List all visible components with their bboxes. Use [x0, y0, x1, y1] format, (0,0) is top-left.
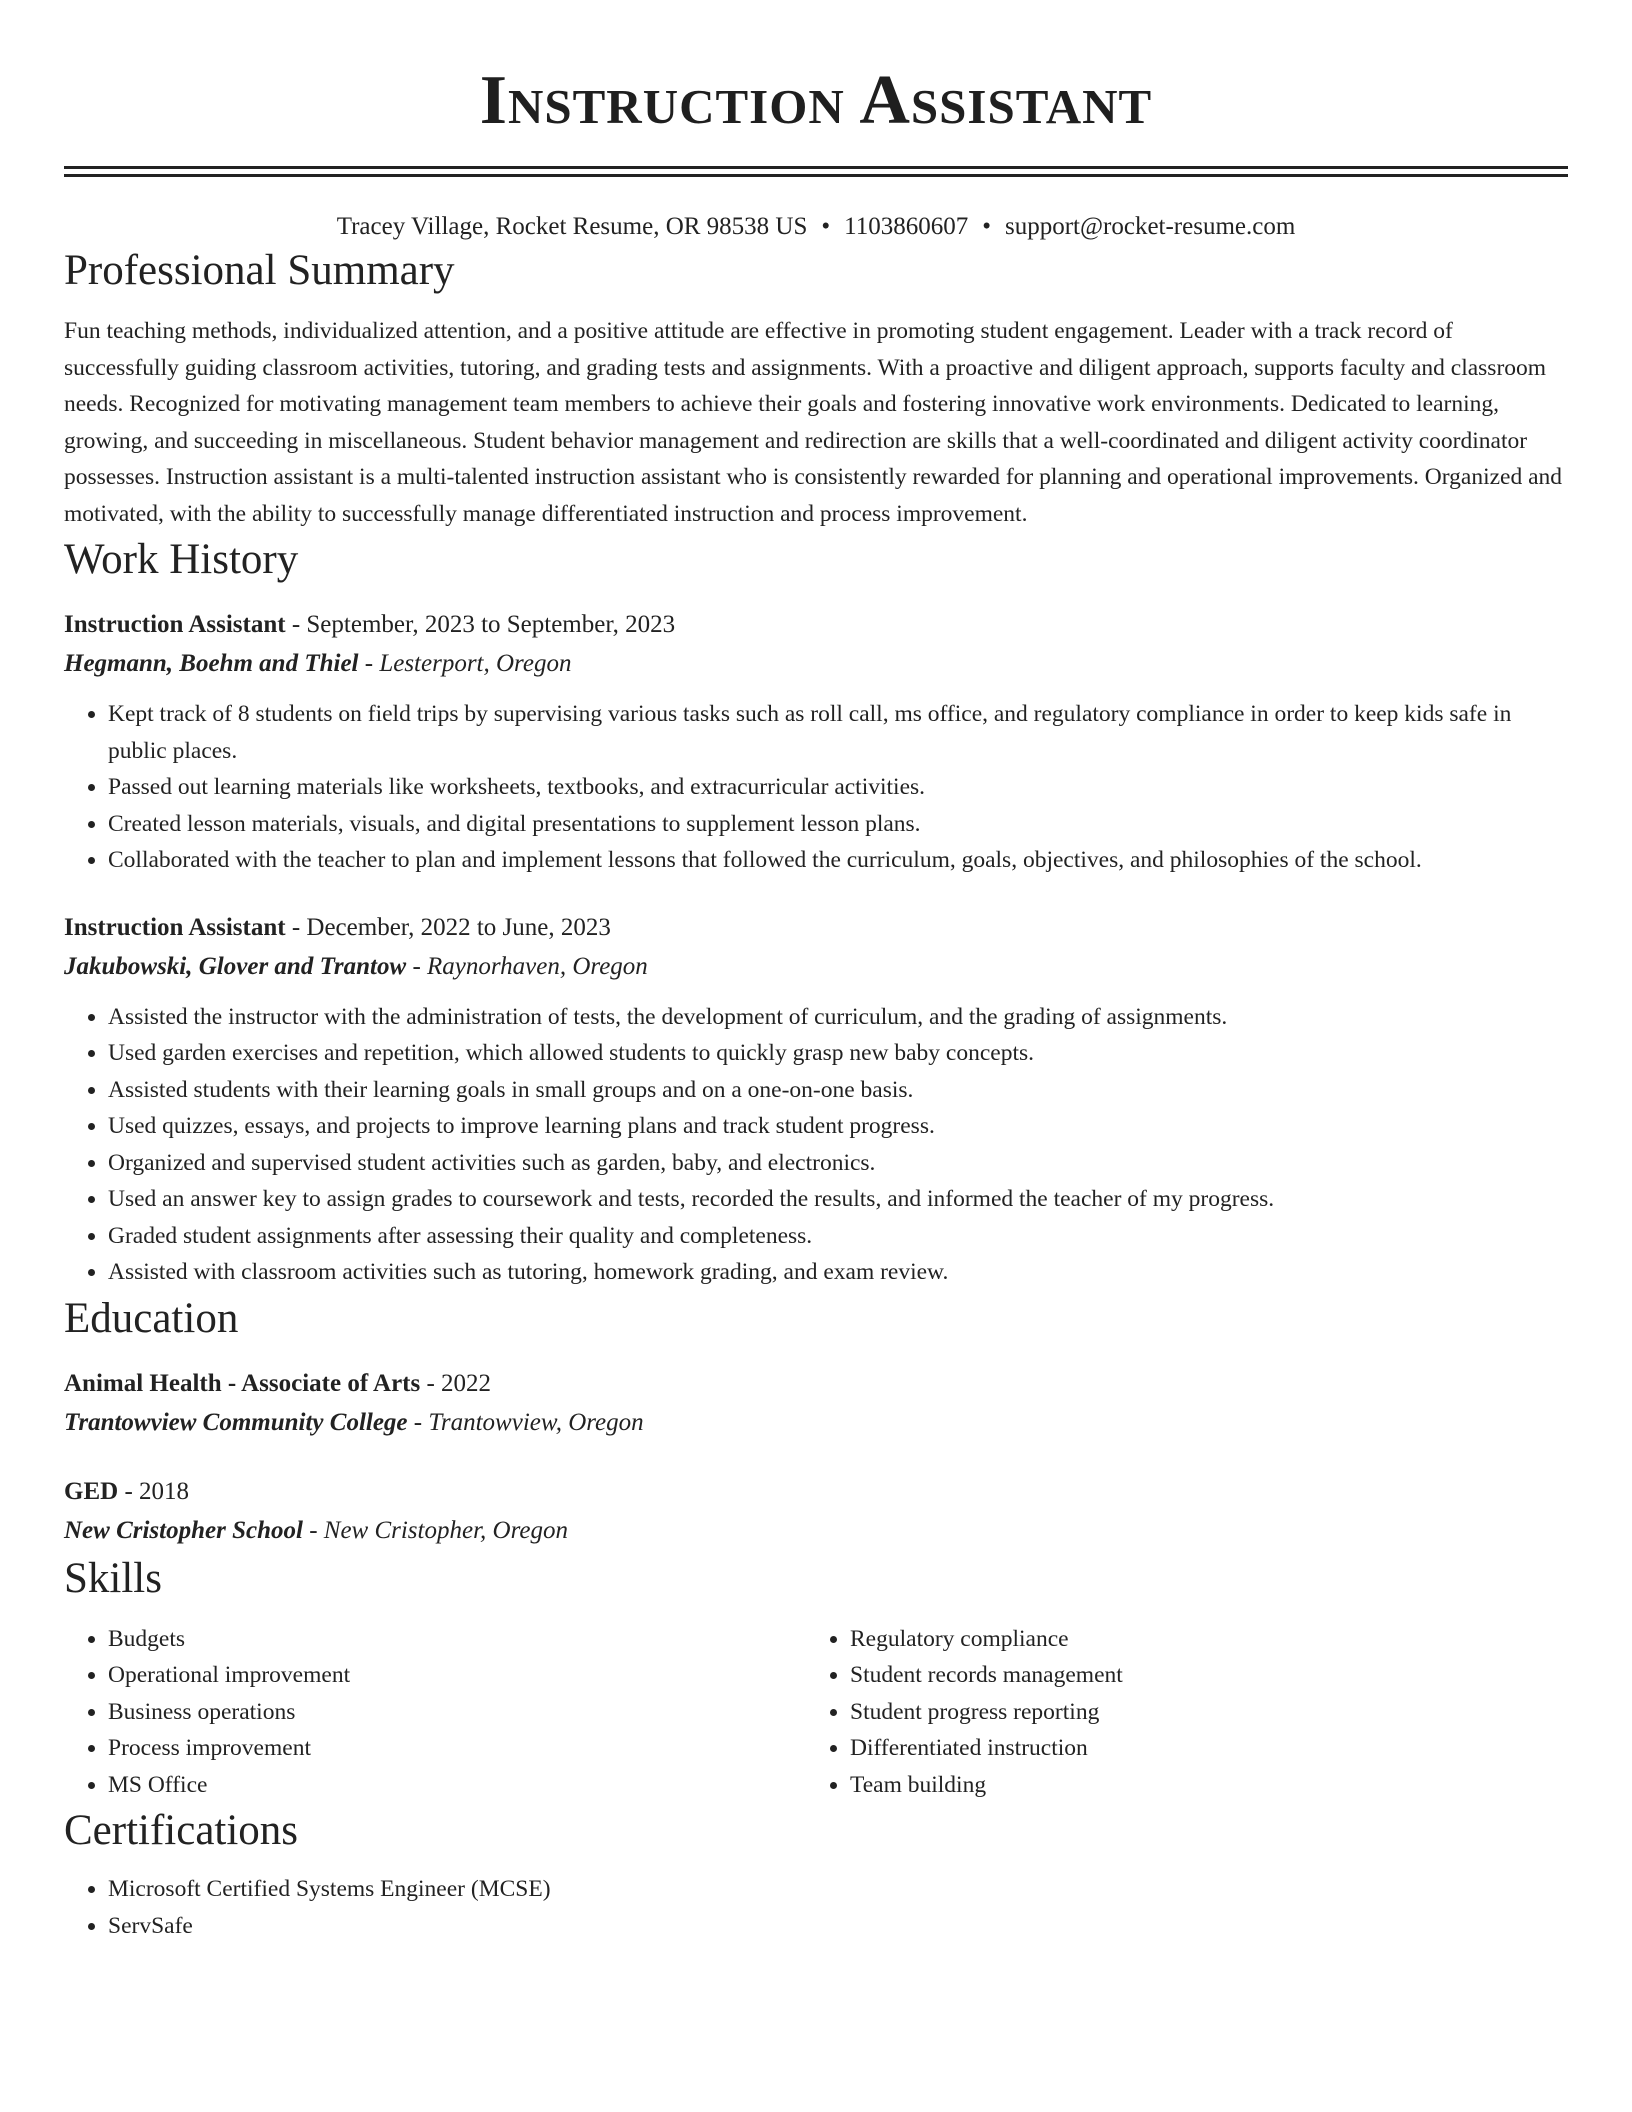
- education-degree: Animal Health - Associate of Arts: [64, 1369, 421, 1397]
- job-location: Raynorhaven, Oregon: [427, 952, 648, 980]
- job-dates: September, 2023 to September, 2023: [306, 611, 676, 638]
- education-school-line: [64, 1403, 1568, 1443]
- job-company-line: [64, 644, 1568, 684]
- job-title: Instruction Assistant: [64, 913, 286, 941]
- contact-email: support@rocket-resume.com: [1005, 213, 1296, 240]
- job-duty: • Assisted students with their learning goals in small groups and on a one-on-one basis.: [108, 1072, 1568, 1109]
- dash: -: [285, 611, 307, 638]
- education-degree: GED: [64, 1477, 119, 1505]
- skill-item: • Regulatory compliance: [850, 1621, 1548, 1658]
- summary-text: Fun teaching methods, individualized attention, and a positive attitude are effective in promoting student engagement. Leader with a track record of successfully guiding classroom activities, tutoring, and grading tests and assignments. With a proactive and diligent approach, supports faculty and classroom needs. Recognized for motivating management team members to achieve their goals and fostering innovative work environments. Dedicated to learning, growing, and succeeding in miscellaneous. Student behavior management and redirection are skills that a well-coordinated and diligent activity coordinator possesses. Instruction assistant is a multi-talented instruction assistant who is consistently rewarded for planning and operational improvements. Organized and motivated, with the ability to successfully manage differentiated instruction and process improvement.: [64, 318, 1563, 527]
- dash: -: [118, 1477, 140, 1505]
- job-title-line: [64, 606, 1568, 644]
- job-duty: • Passed out learning materials like worksheets, textbooks, and extracurricular activities.: [108, 769, 1568, 806]
- skill-item: • Process improvement: [108, 1730, 806, 1767]
- contact-address: Tracey Village, Rocket Resume, OR 98538 US: [336, 213, 808, 240]
- education-entry: [64, 1365, 1568, 1443]
- contact-separator: •: [982, 213, 991, 240]
- education-entry: [64, 1473, 1568, 1551]
- education-degree-line: [64, 1365, 1568, 1403]
- education-heading: Education: [64, 1294, 239, 1342]
- job-title-line: [64, 909, 1568, 947]
- education-school: Trantowview Community College: [64, 1408, 408, 1436]
- job-duty: • Created lesson materials, visuals, and digital presentations to supplement lesson plans.: [108, 806, 1568, 843]
- resume-name: Instruction Assistant: [479, 62, 1153, 139]
- education-location: Trantowview, Oregon: [428, 1408, 644, 1436]
- job-duty: • Used quizzes, essays, and projects to improve learning plans and track student progress.: [108, 1108, 1568, 1145]
- skills-list: [806, 1621, 1548, 1804]
- job-duty: • Used an answer key to assign grades to coursework and tests, recorded the results, and informed the teacher of my progress.: [108, 1181, 1568, 1218]
- job-duty: • Organized and supervised student activities such as garden, baby, and electronics.: [108, 1145, 1568, 1182]
- certifications-list: [64, 1871, 1568, 1944]
- skills-list: [64, 1621, 806, 1804]
- skill-item: • Student records management: [850, 1657, 1548, 1694]
- job-entry: [64, 606, 1568, 879]
- job-company-line: [64, 947, 1568, 987]
- header-divider-top: [64, 166, 1568, 169]
- skill-item: • Operational improvement: [108, 1657, 806, 1694]
- education-location: New Cristopher, Oregon: [323, 1516, 568, 1544]
- skills-column-left: [64, 1621, 806, 1804]
- skills-columns: [64, 1621, 1568, 1804]
- job-entry: [64, 909, 1568, 1291]
- education-school-line: [64, 1511, 1568, 1551]
- education-year: 2022: [441, 1369, 492, 1397]
- contact-phone: 1103860607: [844, 213, 969, 240]
- skill-item: • Student progress reporting: [850, 1694, 1548, 1731]
- header-divider-bottom: [64, 174, 1568, 177]
- job-company: Jakubowski, Glover and Trantow: [64, 952, 407, 980]
- job-duty: • Kept track of 8 students on field trips by supervising various tasks such as roll call, ms office, and regulatory compliance in order to keep kids safe in public places.: [108, 696, 1568, 769]
- summary-heading: Professional Summary: [64, 247, 455, 294]
- dash: -: [420, 1369, 442, 1397]
- dash: -: [302, 1516, 324, 1544]
- certification-item: • ServSafe: [108, 1908, 1568, 1945]
- contact-separator: •: [821, 213, 831, 240]
- work-history-heading: Work History: [64, 536, 299, 583]
- job-title: Instruction Assistant: [64, 611, 286, 638]
- certification-item: • Microsoft Certified Systems Engineer (MCSE): [108, 1871, 1568, 1908]
- job-duty: • Assisted the instructor with the administration of tests, the development of curriculum, and the grading of assignments.: [108, 999, 1568, 1036]
- job-dates: December, 2022 to June, 2023: [306, 913, 611, 941]
- dash: -: [407, 1408, 429, 1436]
- skill-item: • Differentiated instruction: [850, 1730, 1548, 1767]
- job-duties-list: [64, 999, 1568, 1291]
- education-year: 2018: [139, 1477, 190, 1505]
- skills-column-right: [806, 1621, 1548, 1804]
- skills-heading: Skills: [64, 1554, 162, 1602]
- job-duty: • Assisted with classroom activities such as tutoring, homework grading, and exam review.: [108, 1254, 1568, 1291]
- job-company: Hegmann, Boehm and Thiel: [64, 650, 359, 677]
- skill-item: • Budgets: [108, 1621, 806, 1658]
- dash: -: [285, 913, 307, 941]
- job-duty: • Graded student assignments after assessing their quality and completeness.: [108, 1218, 1568, 1255]
- skill-item: • MS Office: [108, 1767, 806, 1804]
- dash: -: [358, 650, 380, 677]
- contact-line: [64, 211, 1568, 243]
- dash: -: [406, 952, 428, 980]
- certifications-heading: Certifications: [64, 1807, 299, 1854]
- job-duty: • Used garden exercises and repetition, which allowed students to quickly grasp new baby concepts.: [108, 1035, 1568, 1072]
- job-duty: • Collaborated with the teacher to plan and implement lessons that followed the curriculum, goals, objectives, and philosophies of the school.: [108, 842, 1568, 879]
- skill-item: • Team building: [850, 1767, 1548, 1804]
- education-degree-line: [64, 1473, 1568, 1511]
- education-school: New Cristopher School: [64, 1516, 303, 1544]
- job-location: Lesterport, Oregon: [379, 650, 572, 677]
- skill-item: • Business operations: [108, 1694, 806, 1731]
- job-duties-list: [64, 696, 1568, 879]
